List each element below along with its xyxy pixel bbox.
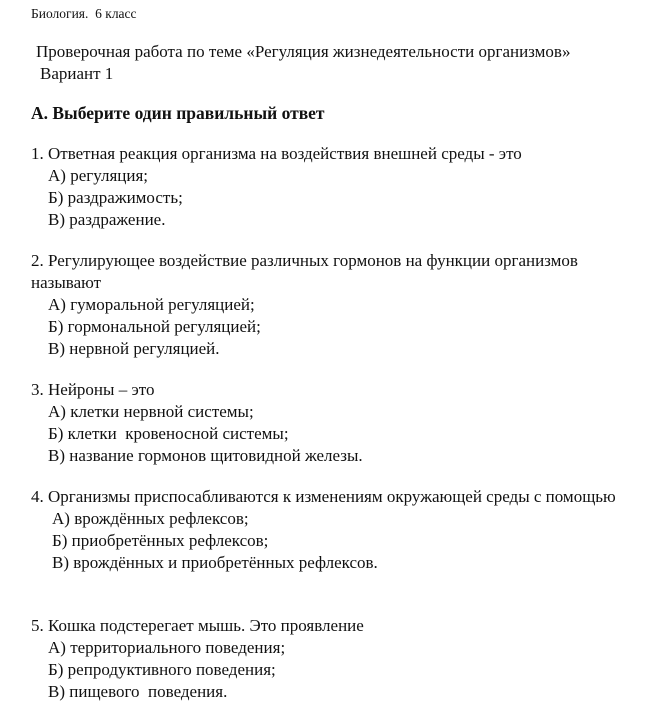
question-3-option-b: Б) клетки кровеносной системы; [48,424,289,443]
question-2-text: 2. Регулирующее воздействие различных гормонов на функции организмов называют [31,251,578,292]
question-5-option-c: В) пищевого поведения. [48,682,228,701]
subject-grade-header: Биология. 6 класс [31,6,137,21]
question-5-option-a: А) территориального поведения; [48,638,286,657]
question-1-option-c: В) раздражение. [48,210,166,229]
variant-label: Вариант 1 [40,64,114,83]
section-heading: А. Выберите один правильный ответ [31,103,325,123]
question-5-option-b: Б) репродуктивного поведения; [48,660,276,679]
question-2-option-b: Б) гормональной регуляцией; [48,317,261,336]
question-5 [31,615,651,703]
worksheet-title: Проверочная работа по теме «Регуляция жизнедеятельности организмов» [36,42,571,61]
question-2-option-a: А) гуморальной регуляцией; [48,295,255,314]
question-3 [31,379,651,467]
question-1-option-b: Б) раздражимость; [48,188,183,207]
question-2 [31,250,651,360]
question-4-option-b: Б) приобретённых рефлексов; [52,531,269,550]
question-5-text: 5. Кошка подстерегает мышь. Это проявление [31,616,364,635]
question-3-text: 3. Нейроны – это [31,380,155,399]
question-1-text: 1. Ответная реакция организма на воздействия внешней среды - это [31,144,522,163]
question-3-option-c: В) название гормонов щитовидной железы. [48,446,363,465]
question-4-text: 4. Организмы приспосабливаются к изменениям окружающей среды с помощью [31,487,616,506]
question-3-option-a: А) клетки нервной системы; [48,402,254,421]
question-4-option-c: В) врождённых и приобретённых рефлексов. [52,553,378,572]
question-2-option-c: В) нервной регуляцией. [48,339,220,358]
question-4 [31,486,651,574]
question-1-option-a: А) регуляция; [48,166,148,185]
question-1 [31,143,651,231]
question-4-option-a: А) врождённых рефлексов; [52,509,249,528]
